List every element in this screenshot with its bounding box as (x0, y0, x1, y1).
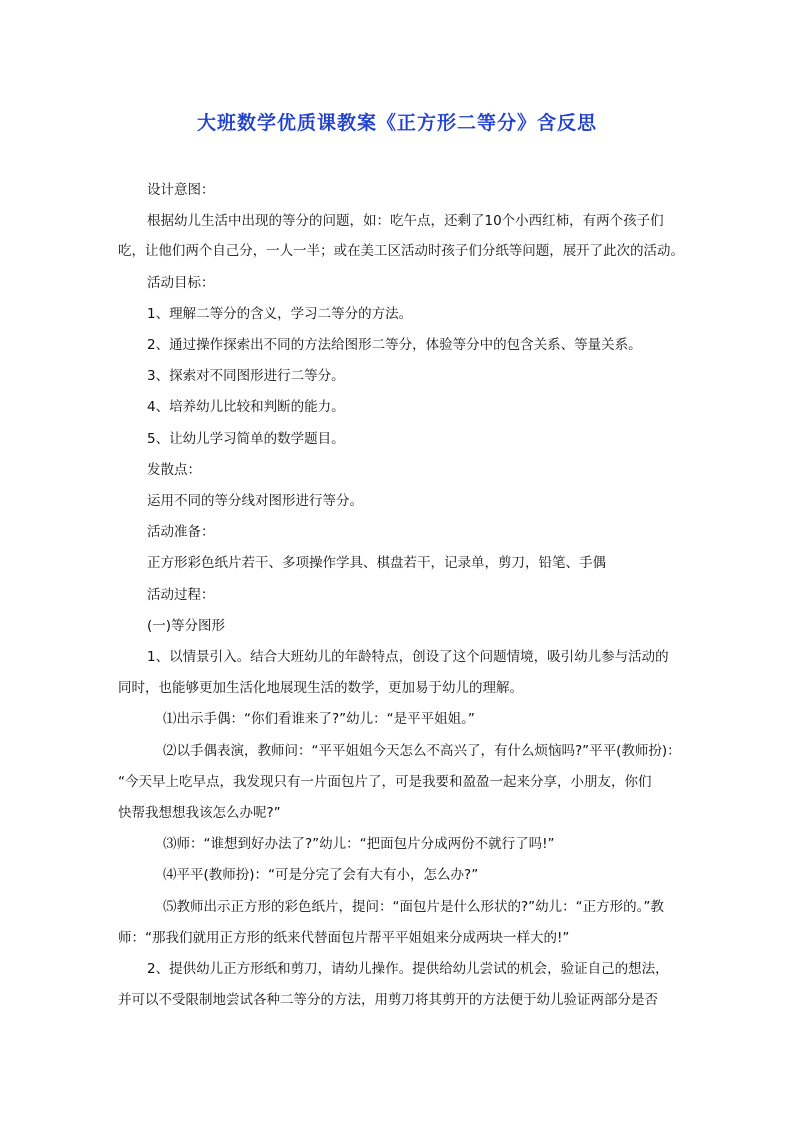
text-line: 运用不同的等分线对图形进行等分。 (147, 493, 363, 509)
text-line: 快帮我想想我该怎么办呢?” (118, 805, 281, 821)
text-line: 同时，也能够更加生活化地展现生活的数学，更加易于幼儿的理解。 (118, 680, 523, 696)
text-line: 1、理解二等分的含义，学习二等分的方法。 (147, 306, 413, 322)
text-line: (一)等分图形 (147, 618, 226, 634)
text-line: 活动目标： (147, 275, 215, 291)
text-line: 正方形彩色纸片若干、多项操作学具、棋盘若干，记录单，剪刀，铅笔、手偶 (147, 555, 606, 571)
text-line: “今天早上吃早点，我发现只有一片面包片了，可是我要和盈盈一起来分享，小朋友，你们 (118, 774, 652, 790)
text-line: 吃，让他们两个自己分，一人一半；或在美工区活动时孩子们分纸等问题，展开了此次的活动。 (118, 243, 684, 259)
text-line: 根据幼儿生活中出现的等分的问题，如：吃午点，还剩了10个小西红柿，有两个孩子们 (147, 213, 664, 229)
text-line: 并可以不受限制地尝试各种二等分的方法，用剪刀将其剪开的方法便于幼儿验证两部分是否 (118, 992, 658, 1008)
text-line: ⑴出示手偶：“你们看谁来了?”幼儿：“是平平姐姐。” (163, 711, 475, 727)
text-line: 活动过程： (147, 587, 215, 603)
text-line: 设计意图： (147, 182, 215, 198)
text-line: 2、通过操作探索出不同的方法给图形二等分，体验等分中的包含关系、等量关系。 (147, 337, 642, 353)
text-line: 活动准备： (147, 524, 215, 540)
text-line: 5、让幼儿学习简单的数学题目。 (147, 431, 345, 447)
document-title: 大班数学优质课教案《正方形二等分》含反思 (196, 112, 597, 134)
text-line: 3、探索对不同图形进行二等分。 (147, 368, 345, 384)
text-line: ⑸教师出示正方形的彩色纸片，提问：“面包片是什么形状的?”幼儿：“正方形的。”教 (163, 899, 664, 915)
text-line: 师：“那我们就用正方形的纸来代替面包片帮平平姐姐来分成两块一样大的!” (118, 930, 570, 946)
text-line: ⑵以手偶表演，教师问：“平平姐姐今天怎么不高兴了，有什么烦恼吗?”平平(教师扮)： (163, 743, 681, 759)
text-line: 1、以情景引入。结合大班幼儿的年龄特点，创设了这个问题情境，吸引幼儿参与活动的 (147, 649, 669, 665)
text-line: 发散点： (147, 462, 201, 478)
text-line: 2、提供幼儿正方形纸和剪刀，请幼儿操作。提供给幼儿尝试的机会，验证自己的想法， (147, 961, 669, 977)
text-line: 4、培养幼儿比较和判断的能力。 (147, 399, 345, 415)
text-line: ⑷平平(教师扮)：“可是分完了会有大有小，怎么办?” (163, 867, 479, 883)
text-line: ⑶师：“谁想到好办法了?”幼儿：“把面包片分成两份不就行了吗!” (163, 836, 555, 852)
